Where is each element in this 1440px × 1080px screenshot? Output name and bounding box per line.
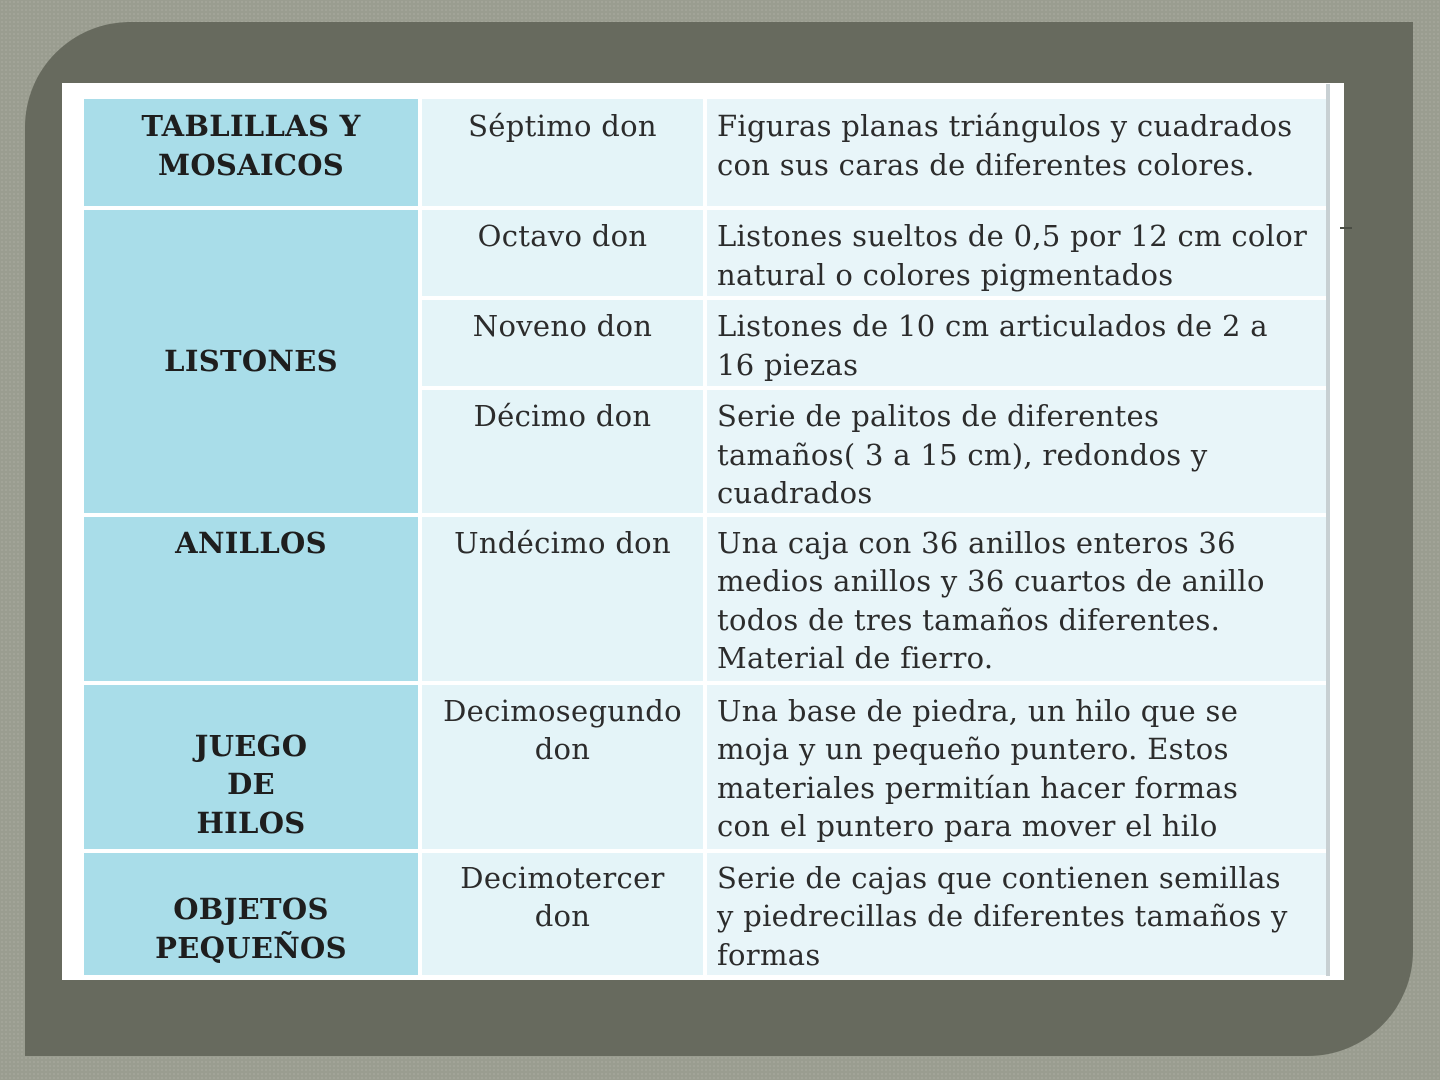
description-cell: Serie de palitos de diferentes tamaños( 3 a 15 cm), redondos y cuadrados <box>705 388 1329 515</box>
don-cell: Decimosegundo don <box>420 683 705 851</box>
description-cell: Serie de cajas que contienen semillas y piedrecillas de diferentes tamaños y formas <box>705 851 1329 977</box>
category-cell: ANILLOS <box>82 515 420 683</box>
description-cell: Listones de 10 cm articulados de 2 a 16 piezas <box>705 298 1329 388</box>
category-cell: JUEGO DE HILOS <box>82 683 420 851</box>
category-cell: TABLILLAS Y MOSAICOS <box>82 97 420 208</box>
edge-tick-mark <box>1340 227 1352 229</box>
don-cell: Séptimo don <box>420 97 705 208</box>
don-cell: Décimo don <box>420 388 705 515</box>
table-row <box>82 97 1329 208</box>
category-cell: OBJETOS PEQUEÑOS <box>82 851 420 977</box>
don-cell: Decimotercer don <box>420 851 705 977</box>
description-cell: Listones sueltos de 0,5 por 12 cm color natural o colores pigmentados <box>705 208 1329 298</box>
table-row <box>82 208 1329 298</box>
don-cell: Undécimo don <box>420 515 705 683</box>
table-image <box>62 83 1344 980</box>
table-scroll-edge <box>1326 84 1330 976</box>
table-row <box>82 851 1329 977</box>
table-row <box>82 683 1329 851</box>
froebel-gifts-table <box>80 95 1331 979</box>
don-cell: Octavo don <box>420 208 705 298</box>
table-row <box>82 515 1329 683</box>
description-cell: Una base de piedra, un hilo que se moja y un pequeño puntero. Estos materiales permitían hacer formas con el puntero para mover el hilo <box>705 683 1329 851</box>
description-cell: Figuras planas triángulos y cuadrados con sus caras de diferentes colores. <box>705 97 1329 208</box>
description-cell: Una caja con 36 anillos enteros 36 medios anillos y 36 cuartos de anillo todos de tres tamaños diferentes. Material de fierro. <box>705 515 1329 683</box>
category-cell: LISTONES <box>82 208 420 515</box>
don-cell: Noveno don <box>420 298 705 388</box>
